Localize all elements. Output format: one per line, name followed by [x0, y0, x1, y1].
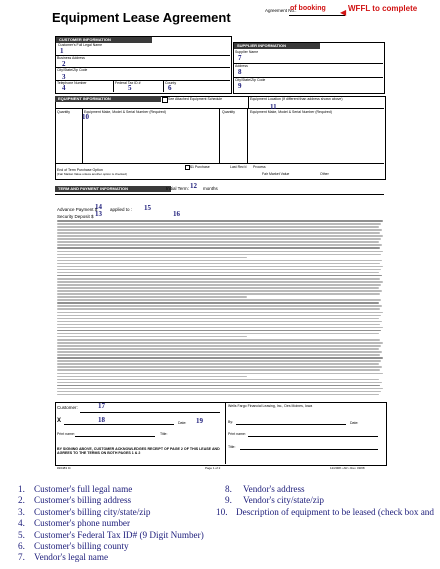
fine-print-line — [57, 308, 380, 310]
wffl-note: WFFL to complete — [348, 4, 418, 13]
marker-18: 18 — [98, 416, 105, 424]
marker-7: 7 — [238, 54, 242, 62]
fine-print-line — [57, 299, 381, 301]
customer-tax-label: Federal Tax ID # — [115, 81, 141, 85]
fine-print-line — [57, 223, 381, 225]
agreement-no-label: Agreement No.: — [265, 8, 297, 13]
months-label: months — [203, 186, 218, 191]
terms-fine-print — [57, 220, 385, 400]
fine-print-line — [57, 345, 381, 347]
lessor-print-name-label: Print name: — [228, 432, 246, 436]
fine-print-line — [57, 281, 383, 283]
equipment-desc-label: Equipment Make, Model & Serial Number (Required) — [84, 110, 166, 114]
supplier-city-label: City/State/Zip Code — [235, 78, 266, 82]
legend-item-5: 5. Customer's Federal Tax ID# (9 Digit Number) — [18, 529, 204, 540]
legend-item-8: 8. Vendor's address — [225, 484, 305, 494]
one-dollar-label: $1 Purchase — [190, 165, 210, 169]
fine-print-line — [57, 336, 247, 338]
fine-print-line — [57, 360, 381, 362]
fine-print-line — [57, 278, 380, 280]
fine-print-line — [57, 388, 383, 390]
term-section-title: TERM AND PAYMENT INFORMATION — [55, 186, 171, 192]
legend-item-7: 7. Vendor's legal name — [18, 552, 109, 563]
fine-print-line — [57, 348, 379, 350]
deposit-label: Security Deposit $ — [57, 214, 94, 219]
equipment-location-label: Equipment Location (If different than address shown above) — [250, 97, 343, 101]
customer-date-label: Date: — [178, 421, 187, 425]
agreement-no-line — [289, 15, 345, 16]
fine-print-line — [57, 251, 383, 253]
fine-print-line — [57, 260, 382, 262]
marker-9: 9 — [238, 82, 242, 90]
fine-print-line — [57, 373, 383, 375]
legend-left — [18, 484, 204, 564]
marker-1: 1 — [60, 47, 64, 55]
customer-phone-label: Telephone Number — [57, 81, 87, 85]
fine-print-line — [57, 296, 247, 298]
fine-print-line — [57, 220, 383, 222]
option-label: End of Term Purchase Option — [57, 168, 103, 172]
fine-print-line — [57, 391, 381, 393]
caution-text: BY SIGNING ABOVE, CUSTOMER ACKNOWLEDGES RECEIPT OF PAGE 2 OF THIS LEASE AND AGREES TO THE TERMS ON BOTH PAGES 1 & 2 — [57, 447, 220, 456]
fine-print-line — [57, 312, 383, 314]
legend-item-3: 3. Customer's billing city/state/zip — [18, 506, 151, 517]
legend-item-9: 9. Vendor's city/state/zip — [225, 495, 325, 506]
fine-print-line — [57, 229, 382, 231]
customer-legal-name-label: Customer's Full Legal Name — [58, 43, 103, 47]
fine-print-line — [57, 290, 382, 292]
fine-print-line — [57, 272, 379, 274]
fine-print-line — [57, 269, 381, 271]
legend-item-1: 1. Customer's full legal name — [18, 484, 133, 494]
lessor-by-label: By: — [228, 420, 234, 424]
fine-print-line — [57, 241, 379, 243]
supplier-section-title: SUPPLIER INFORMATION — [234, 43, 320, 49]
fine-print-line — [57, 342, 383, 344]
equipment-section-title: EQUIPMENT INFORMATION — [55, 96, 161, 102]
fine-print-line — [57, 254, 381, 256]
fine-print-line — [57, 382, 382, 384]
fine-print-line — [57, 376, 247, 378]
fine-print-line — [57, 330, 381, 332]
marker-12: 12 — [190, 182, 197, 190]
fine-print-line — [57, 302, 379, 304]
page-title: Equipment Lease Agreement — [52, 10, 231, 25]
footer-mid: Page 1 of 2 — [205, 466, 221, 470]
fine-print-line — [57, 321, 382, 323]
agreement-no-value: of booking — [290, 5, 326, 12]
customer-signature-line[interactable] — [64, 424, 174, 425]
legend-item-2: 2. Customer's billing address — [18, 495, 132, 506]
option-note: (Fair Market Value unless another option is checked) — [57, 172, 127, 176]
fine-print-line — [57, 247, 380, 249]
fine-print-line — [57, 238, 381, 240]
fine-print-line — [57, 257, 247, 259]
fine-print-line — [57, 363, 379, 365]
marker-2: 2 — [62, 60, 66, 68]
fine-print-line — [57, 293, 380, 295]
equipment-desc-label-2: Equipment Make, Model & Serial Number (Required) — [250, 110, 332, 114]
lessor-date-label: Date: — [350, 421, 359, 425]
marker-17: 17 — [98, 402, 105, 410]
marker-5: 5 — [128, 84, 132, 92]
marker-10: 10 — [82, 113, 89, 121]
marker-6: 6 — [168, 84, 172, 92]
fine-print-line — [57, 305, 382, 307]
fine-print-line — [57, 385, 380, 387]
fine-print-line — [57, 327, 383, 329]
customer-county-label: County — [165, 81, 177, 85]
fine-print-line — [57, 354, 380, 356]
signature-x: X — [57, 418, 62, 424]
equipment-qty-label: Quantity — [57, 110, 71, 114]
fine-print-line — [57, 379, 379, 381]
equipment-section — [55, 96, 386, 180]
marker-16: 16 — [173, 210, 180, 218]
fine-print-line — [57, 263, 380, 265]
applied-label: applied to : — [110, 207, 133, 212]
agreement-arrow-icon: ◀ — [340, 8, 347, 17]
fine-print-line — [57, 266, 383, 268]
marker-3: 3 — [62, 73, 66, 81]
marker-8: 8 — [238, 68, 242, 76]
fine-print-line — [57, 369, 380, 371]
other-label: Other — [320, 172, 329, 176]
customer-title-label: Title: — [160, 432, 168, 436]
fine-print-line — [57, 351, 382, 353]
lessor-title-label: Title: — [228, 445, 236, 449]
fine-print-line — [57, 324, 380, 326]
customer-sig-label: Customer: — [57, 405, 78, 410]
legend-item-4: 4. Customer's phone number — [18, 518, 131, 529]
marker-15: 15 — [144, 204, 151, 212]
legend-item-10: 10. Description of equipment to be leased (check box and — [216, 506, 434, 517]
legend-right — [216, 484, 439, 518]
customer-city-label: City/State/Zip Code — [57, 68, 88, 72]
fine-print-line — [57, 232, 380, 234]
supplier-address-label: Address — [235, 64, 248, 68]
customer-print-name-label: Print name: — [57, 432, 75, 436]
lessor-name: Wells Fargo Financial Leasing, Inc., Des Moines, Iowa — [228, 404, 313, 408]
marker-11: 11 — [270, 103, 277, 111]
fine-print-line — [57, 357, 383, 359]
fmv-label: Fair Market Value — [262, 172, 290, 176]
marker-4: 4 — [62, 84, 66, 92]
fine-print-line — [57, 318, 379, 320]
fine-print-line — [57, 275, 382, 277]
fine-print-line — [57, 394, 379, 396]
attached-schedule-label: See Attached Equipment Schedule — [168, 97, 223, 101]
fine-print-line — [57, 315, 381, 317]
fine-print-line — [57, 339, 380, 341]
last-rec-label: Last Rec'd — [230, 165, 247, 169]
supplier-name-label: Supplier Name — [235, 50, 259, 54]
footer-right: 12/2008 • AR • Rev. 09/08 — [330, 466, 365, 470]
fine-print-line — [57, 287, 379, 289]
fine-print-line — [57, 226, 379, 228]
customer-address-label: Business Address — [57, 56, 85, 60]
advance-label: Advance Payment $ — [57, 207, 98, 212]
marker-13: 13 — [95, 210, 102, 218]
footer-left: #20483 IC — [57, 466, 71, 470]
equipment-qty-label-2: Quantity — [222, 110, 236, 114]
fine-print-line — [57, 366, 382, 368]
fine-print-line — [57, 244, 382, 246]
marker-19: 19 — [196, 417, 203, 425]
fine-print-line — [57, 284, 381, 286]
legend-item-6: 6. Customer's billing county — [18, 541, 129, 552]
process-label: Process — [253, 165, 266, 169]
fine-print-line — [57, 333, 379, 335]
fine-print-line — [57, 235, 383, 237]
customer-section — [55, 36, 232, 94]
initial-term-label: Initial Term: — [166, 186, 189, 191]
customer-section-title: CUSTOMER INFORMATION — [56, 37, 152, 43]
marker-14: 14 — [95, 203, 102, 211]
